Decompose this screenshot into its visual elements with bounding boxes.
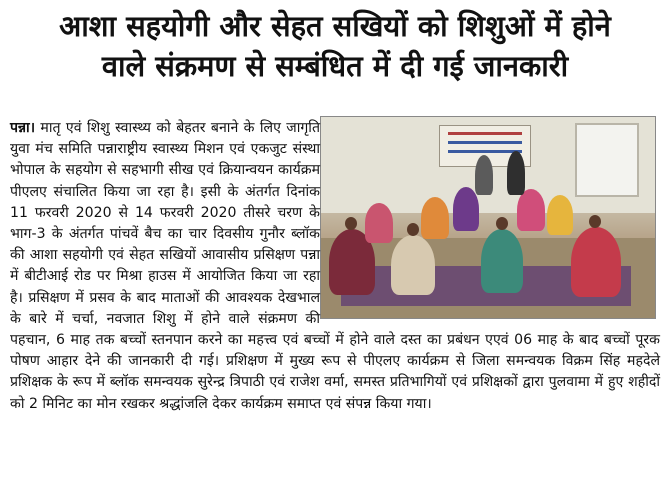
headline-line-1: आशा सहयोगी और सेहत सखियों को शिशुओं में होने [59,9,611,43]
headline [8,6,662,86]
article-dateline: पन्ना। [10,120,36,136]
headline-line-2: वाले संक्रमण से सम्बंधित में दी गई जानकारी [101,49,569,83]
article-paragraph [10,118,660,415]
article [10,118,660,415]
photo-wrap-space [320,118,660,320]
article-body: मातृ एवं शिशु स्वास्थ्य को बेहतर बनाने के लिए जागृति युवा मंच समिति पन्नाराष्ट्रीय स्वास्थ्य मिशन एवं एकजुट संस्था भोपाल के सहयोग से सहभागी सीख एवं क्रियान्वयन कार्यक्रम पीएलए संचालित किया जा रहा है। इसी के अंतर्गत दिनांक 11 फरवरी 2020 से 14 फरवरी 2020 तीसरे चरण के भाग-3 के अंतर्गत पांचवें बैच का चार दिवसीय गुनौर ब्लॉक की आशा सहयोगी एवं सेहत सखियों आवासीय प्रसिक्षण पन्ना में बीटीआई रोड पर मिश्रा हाउस में आयोजित किया जा रहा है। प्रसिक्षण में प्रसव के बाद माताओं की आवश्यक देखभाल के बारे में चर्चा, नवजात शिशु में होने वाले संक्रमण की पहचान, 6 माह तक बच्चों स्तनपान करने का महत्त्व एवं बच्चों में होने वाले दस्त का प्रबंधन एएवं 06 माह के बाद बच्चों पूरक पोषण आहार देने की जानकारी दी गई। प्रशिक्षण में मुख्य रूप से पीएलए कार्यक्रम से जिला समन्वयक विक्रम सिंह महदेले प्रशिक्षक के रूप में ब्लॉक समन्वयक सुरेन्द्र त्रिपाठी एवं राजेश वर्मा, समस्त प्रतिभागियों एवं प्रशिक्षकों द्वारा पुलवामा में हुए शहीदों को 2 मिनिट का मोन रखकर श्रद्धांजलि देकर कार्यक्रम समाप्त एवं संपन्न किया गया। [10,120,660,412]
